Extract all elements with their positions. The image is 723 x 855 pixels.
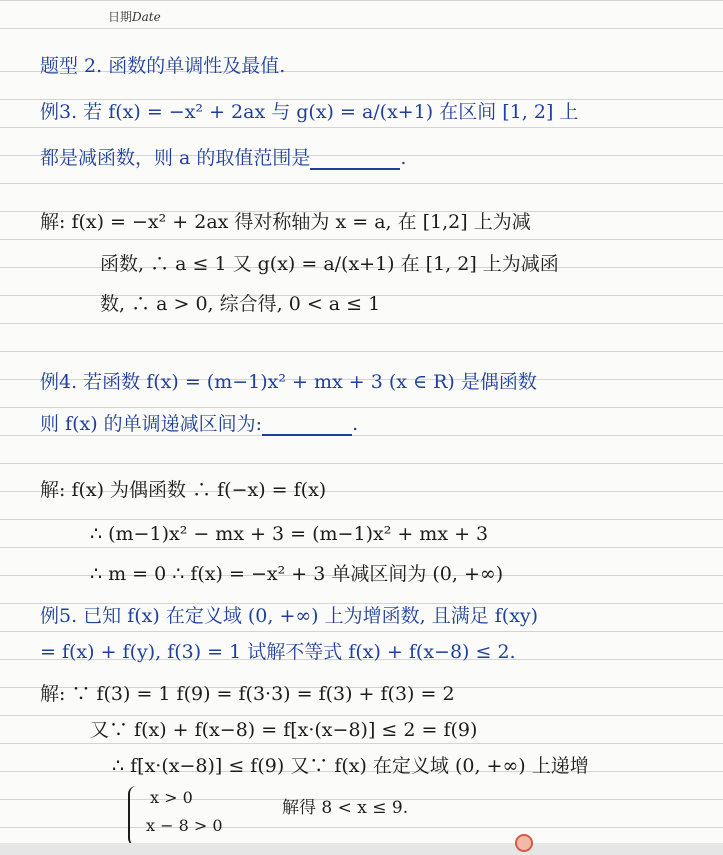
example-4-solution-line-1: 解: f(x) 为偶函数 ∴ f(−x) = f(x) (40, 479, 327, 501)
example-3-solution-line-3: 数, ∴ a > 0, 综合得, 0 < a ≤ 1 (100, 293, 381, 315)
stamp-icon (515, 834, 533, 852)
system-inequality-2: x − 8 > 0 (146, 816, 223, 835)
example-4-question: 则 f(x) 的单调递减区间为: (40, 413, 263, 435)
system-brace (128, 786, 142, 846)
bottom-strip (0, 843, 723, 855)
example-3-line-1: 例3. 若 f(x) = −x² + 2ax 与 g(x) = a/(x+1) 在区间 [1, 2] 上 (40, 101, 579, 123)
example-5-solution-line-1: 解: ∵ f(3) = 1 f(9) = f(3·3) = f(3) + f(3) = 2 (40, 683, 455, 705)
example-4-line-2: 则 f(x) 的单调递减区间为: . (40, 413, 359, 435)
date-label-en: Date (132, 10, 161, 24)
date-label-cn: 日期 (108, 10, 133, 24)
date-header (108, 8, 161, 25)
example-3-line-2: 都是减函数，则 a 的取值范围是 . (40, 147, 407, 169)
example-4-solution-line-3: ∴ m = 0 ∴ f(x) = −x² + 3 单减区间为 (0, +∞) (90, 563, 504, 585)
example-5-result: 解得 8 < x ≤ 9. (282, 798, 409, 818)
section-title: 题型 2. 函数的单调性及最值. (40, 54, 701, 78)
example-5-solution-line-3: ∴ f[x·(x−8)] ≤ f(9) 又∵ f(x) 在定义域 (0, +∞) 上递增 (112, 755, 589, 777)
example-3-question: 都是减函数，则 a 的取值范围是 (40, 147, 311, 169)
answer-blank (262, 418, 352, 436)
example-5-solution-line-2: 又∵ f(x) + f(x−8) = f[x·(x−8)] ≤ 2 = f(9) (90, 719, 478, 741)
example-4-solution-line-2: ∴ (m−1)x² − mx + 3 = (m−1)x² + mx + 3 (90, 523, 489, 545)
example-3-solution-line-2: 函数, ∴ a ≤ 1 又 g(x) = a/(x+1) 在 [1, 2] 上为减函 (100, 253, 559, 275)
answer-blank (310, 152, 400, 170)
example-5-line-2: = f(x) + f(y), f(3) = 1 试解不等式 f(x) + f(x−8) ≤ 2. (40, 641, 516, 663)
example-3-solution-line-1: 解: f(x) = −x² + 2ax 得对称轴为 x = a, 在 [1,2] 上为减 (40, 211, 531, 233)
example-4-line-1: 例4. 若函数 f(x) = (m−1)x² + mx + 3 (x ∈ R) 是偶函数 (40, 371, 537, 393)
example-5-line-1: 例5. 已知 f(x) 在定义域 (0, +∞) 上为增函数, 且满足 f(xy) (40, 605, 539, 627)
system-inequality-1: x > 0 (150, 788, 193, 807)
